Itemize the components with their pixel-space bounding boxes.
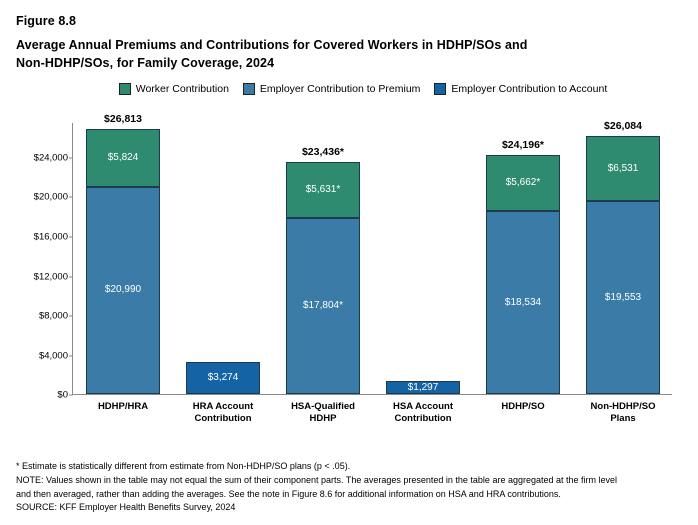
bar-total-label: $26,084 <box>604 120 642 133</box>
y-axis-tick-mark <box>69 395 73 396</box>
x-axis-category-label <box>179 401 268 425</box>
x-axis-category-label <box>579 401 668 425</box>
x-axis-category-label <box>279 401 368 425</box>
chart-legend <box>44 83 682 95</box>
bar-segment-worker <box>286 162 360 218</box>
bar-segment-premium <box>286 218 360 394</box>
legend-label-employer-premium: Employer Contribution to Premium <box>259 83 421 96</box>
y-axis-tick-label: $24,000 <box>33 152 68 164</box>
y-axis-tick-label: $0 <box>57 389 68 401</box>
x-axis-category-label-line-1: Non-HDHP/SO <box>590 401 656 413</box>
y-axis-tick-label: $8,000 <box>38 310 68 322</box>
bar-segment-value-label: $6,531 <box>607 162 639 174</box>
x-axis-category-label-line-1: HSA Account <box>393 401 453 413</box>
legend-item-employer-premium <box>243 83 420 95</box>
figure-title-line-1: Average Annual Premiums and Contributions for Covered Workers in HDHP/SOs and <box>16 38 528 52</box>
x-axis-category-label-line-2: Plans <box>610 413 636 425</box>
bar-segment-value-label: $5,662* <box>505 176 541 188</box>
y-axis-tick-label: $20,000 <box>33 191 68 203</box>
legend-swatch-employer-premium <box>243 83 255 95</box>
y-axis-tick-label: $4,000 <box>38 350 68 362</box>
bar-segment-worker <box>486 155 560 211</box>
bar-segment-value-label: $17,804* <box>302 300 344 312</box>
legend-swatch-employer-account <box>434 83 446 95</box>
bar-segment-value-label: $1,297 <box>407 381 439 393</box>
bar-segment-account <box>186 362 260 394</box>
x-axis-category-label <box>479 401 568 413</box>
footnote-note-line-1: NOTE: Values shown in the table may not equal the sum of their component parts. The averages presented in the table are aggregated at the firm level <box>16 474 618 485</box>
figure-title-line-2: Non-HDHP/SOs, for Family Coverage, 2024 <box>16 56 275 71</box>
figure-footnotes <box>16 460 676 515</box>
x-axis-category-label-line-1: HDHP/SO <box>501 401 545 413</box>
legend-label-worker-contribution: Worker Contribution <box>135 83 229 96</box>
bar-total-label: $24,196* <box>501 138 545 151</box>
x-axis-category-label <box>79 401 168 413</box>
bar-segment-value-label: $20,990 <box>104 284 142 296</box>
bar-group <box>486 138 560 413</box>
bar-group <box>286 146 360 425</box>
bar-group <box>86 113 160 413</box>
bar-segment-worker <box>86 129 160 187</box>
chart-axes <box>33 113 672 425</box>
bar-group <box>586 120 660 425</box>
x-axis-category-label-line-1: HDHP/HRA <box>97 401 149 413</box>
footnote-source: SOURCE: KFF Employer Health Benefits Survey, 2024 <box>16 502 236 513</box>
footnote-note-line-2: and then averaged, rather than adding the averages. See the note in Figure 8.6 for additional information on HSA and HRA contributions. <box>16 488 561 499</box>
x-axis-category-label-line-2: Contribution <box>394 413 452 425</box>
bar-segment-premium <box>486 211 560 394</box>
y-axis-tick-mark <box>69 197 73 198</box>
bar-segment-value-label: $18,534 <box>504 296 542 308</box>
bar-segment-value-label: $19,553 <box>604 291 642 303</box>
legend-item-employer-account <box>434 83 607 95</box>
bar-segment-worker <box>586 136 660 201</box>
y-axis-tick-mark <box>69 157 73 158</box>
y-axis-tick-label: $16,000 <box>33 231 68 243</box>
x-axis-category-label-line-2: HDHP <box>309 413 337 425</box>
bar-segment-value-label: $5,824 <box>107 151 139 163</box>
bar-group <box>186 362 260 425</box>
x-axis-category-label-line-1: HSA-Qualified <box>291 401 355 413</box>
x-axis-category-label-line-1: HRA Account <box>192 401 254 413</box>
bar-segment-premium <box>586 201 660 394</box>
bar-segment-account <box>386 381 460 394</box>
y-axis-tick-mark <box>69 276 73 277</box>
y-axis-tick-mark <box>69 236 73 237</box>
chart-plot-area <box>16 105 682 425</box>
y-axis-tick-mark <box>69 355 73 356</box>
y-axis-tick-label: $12,000 <box>33 271 68 283</box>
footnote-estimate: * Estimate is statistically different from estimate from Non-HDHP/SO plans (p < .05). <box>16 461 351 471</box>
bar-segment-premium <box>86 187 160 395</box>
legend-swatch-worker-contribution <box>119 83 131 95</box>
bar-segment-value-label: $3,274 <box>207 372 239 384</box>
legend-item-worker-contribution <box>119 83 229 95</box>
bar-total-label: $26,813 <box>104 113 142 126</box>
legend-label-employer-account: Employer Contribution to Account <box>451 83 608 96</box>
bar-segment-value-label: $5,631* <box>305 184 341 196</box>
x-axis-category-label <box>379 401 468 425</box>
bar-group <box>386 381 460 425</box>
x-axis-category-label-line-2: Contribution <box>194 413 252 425</box>
y-axis-tick-mark <box>69 316 73 317</box>
figure-number: Figure 8.8 <box>16 14 77 28</box>
bar-total-label: $23,436* <box>301 146 345 159</box>
